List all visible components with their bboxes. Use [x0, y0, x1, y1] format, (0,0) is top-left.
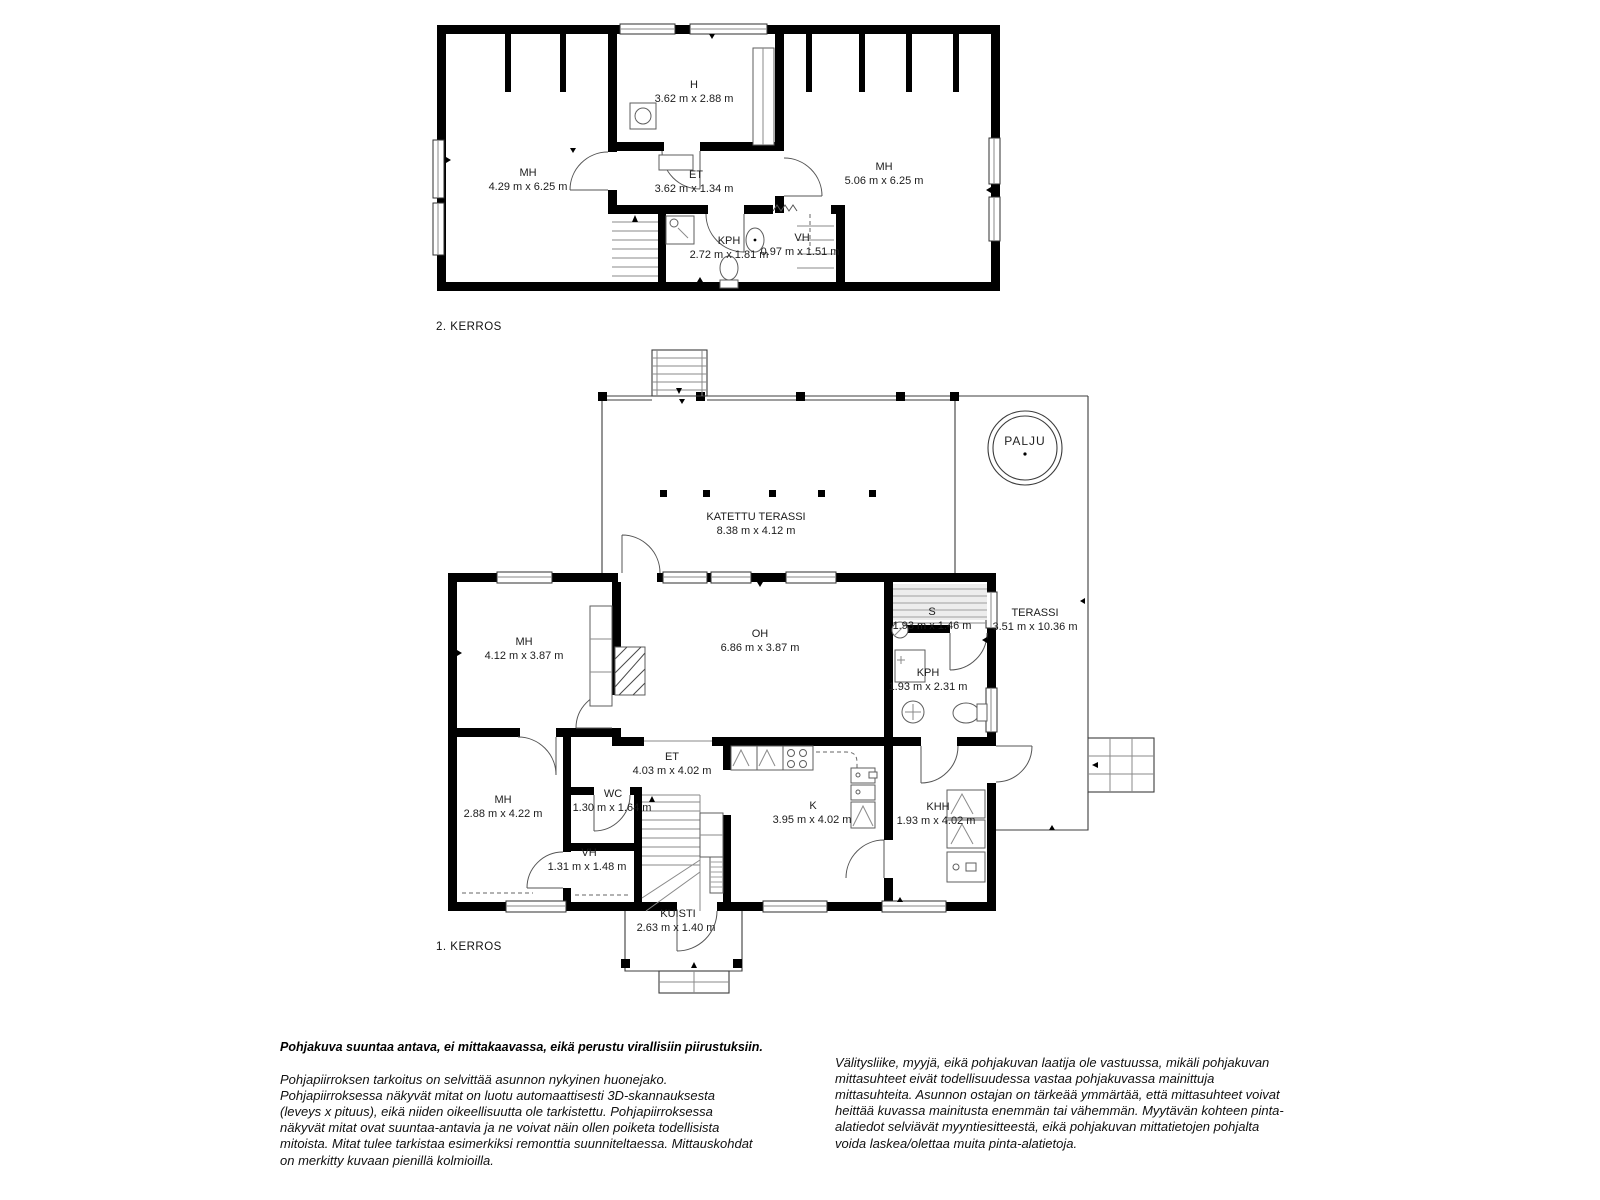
- room-name-label: K: [809, 800, 817, 812]
- toilet-icon: [953, 703, 987, 723]
- floor2-doors: [570, 151, 822, 252]
- room-name-label: KUISTI: [660, 908, 696, 920]
- room-name-label: TERASSI: [1011, 607, 1059, 619]
- laundry-machines-icon: [947, 790, 985, 882]
- room-dims-label: 3.95 m x 4.02 m: [772, 814, 852, 826]
- room-dims-label: 1.31 m x 1.48 m: [547, 861, 627, 873]
- cabinet-icon: [659, 155, 693, 170]
- closet-icon: [590, 606, 612, 706]
- room-dims-label: 4.12 m x 3.87 m: [484, 650, 564, 662]
- room-dims-label: 2.63 m x 1.40 m: [636, 922, 716, 934]
- room-name-label: KHH: [926, 801, 950, 813]
- sink-icon: [902, 701, 924, 723]
- room-dims-label: 1.93 m x 4.02 m: [896, 815, 976, 827]
- room-name-label: VH: [581, 847, 597, 859]
- room-dims-label: 3.62 m x 1.34 m: [654, 183, 734, 195]
- fireplace-icon: [615, 647, 645, 695]
- sauna-benches: [893, 584, 987, 623]
- room-dims-label: 2.88 m x 4.22 m: [463, 808, 543, 820]
- shower-icon: [666, 216, 694, 244]
- room-dims-label: 2.72 m x 1.81 m: [689, 249, 769, 261]
- room-name-label: KPH: [717, 235, 741, 247]
- room-dims-label: 1.93 m x 2.31 m: [888, 681, 968, 693]
- floor2-staircase: [612, 215, 658, 276]
- room-dims-label: 5.06 m x 6.25 m: [844, 175, 924, 187]
- palju-label: PALJU: [1004, 434, 1046, 448]
- disclaimer-right-paragraph: Välitysliike, myyjä, eikä pohjakuvan laatija ole vastuussa, mikäli pohjakuvan mittasuhteet eivät todellisuudessa vastaa pohjakuvassa mainittuja mittasuhteita. Asunnon ostajan on tärkeää ymmärtää, että mittasuhteet voivat heittää kuvassa mainitusta enemmän tai vähemmän. Myytävän kohteen pinta-alatiedot selviävät myyntiesitteestä, eikä pohjakuvan mittatietojen pohjalta voida laskea/olettaa muita pinta-alatietoja.: [835, 1055, 1284, 1151]
- room-name-label: ET: [664, 751, 680, 763]
- room-name-label: OH: [751, 628, 769, 640]
- room-name-label: MH: [515, 636, 533, 648]
- room-name-label: MH: [519, 167, 537, 179]
- floor1-label: 1. KERROS: [436, 941, 502, 953]
- hall-cabinet-icon: [700, 813, 723, 893]
- floor2-windows: [433, 24, 1000, 255]
- room-name-label: H: [690, 79, 698, 91]
- kitchen-sink-icon: [851, 768, 877, 800]
- stove-icon: [783, 746, 813, 770]
- room-dims-label: 4.03 m x 4.02 m: [632, 765, 712, 777]
- room-name-label: MH: [494, 794, 512, 806]
- room-name-label: WC: [603, 788, 623, 800]
- room-dims-label: 3.62 m x 2.88 m: [654, 93, 734, 105]
- room-name-label: S: [928, 606, 936, 618]
- room-name-label: VH: [794, 232, 810, 244]
- room-name-label: MH: [875, 161, 893, 173]
- floor1-plan: [436, 350, 1154, 993]
- floor2-plan: [433, 24, 1000, 333]
- room-dims-label: 3.51 m x 10.36 m: [992, 621, 1078, 633]
- room-dims-label: 0.97 m x 1.51 m: [760, 246, 840, 258]
- disclaimer-title: Pohjakuva suuntaa antava, ei mittakaavassa, eikä perustu virallisiin piirustuksiin.: [280, 1040, 763, 1054]
- terrace-steps: [1088, 738, 1154, 792]
- wardrobe-icon: [753, 48, 774, 145]
- room-dims-label: 6.86 m x 3.87 m: [720, 642, 800, 654]
- room-dims-label: 4.29 m x 6.25 m: [488, 181, 568, 193]
- room-name-label: ET: [688, 169, 704, 181]
- room-name-label: KATETTU TERASSI: [706, 511, 806, 523]
- room-dims-label: 1.93 m x 1.46 m: [892, 620, 972, 632]
- washing-machine-icon: [630, 103, 656, 129]
- floor2-label: 2. KERROS: [436, 321, 502, 333]
- room-dims-label: 1.30 m x 1.64 m: [572, 802, 652, 814]
- disclaimer-left-paragraph: Pohjapiirroksen tarkoitus on selvittää asunnon nykyinen huonejako. Pohjapiirroksessa näkyvät mitat on luotu automaattisesti 3D-skannauksesta (leveys x pituus), eikä niiden oikeellisuutta ole tarkistettu. Pohjapiirroksessa näkyvät mitat ovat suuntaa-antavia ja ne voivat näin ollen poiketa todellisista mitoista. Mitat tulee tarkistaa esimerkiksi remonttia suunniteltaessa. Mittauskohdat on merkitty kuvaan pienillä kolmioilla.: [280, 1072, 753, 1168]
- hot-tub: [988, 411, 1062, 485]
- room-name-label: KPH: [916, 667, 940, 679]
- floor2-room-labels: [489, 79, 924, 261]
- terrace-staircase: [652, 350, 707, 396]
- room-dims-label: 8.38 m x 4.12 m: [716, 525, 796, 537]
